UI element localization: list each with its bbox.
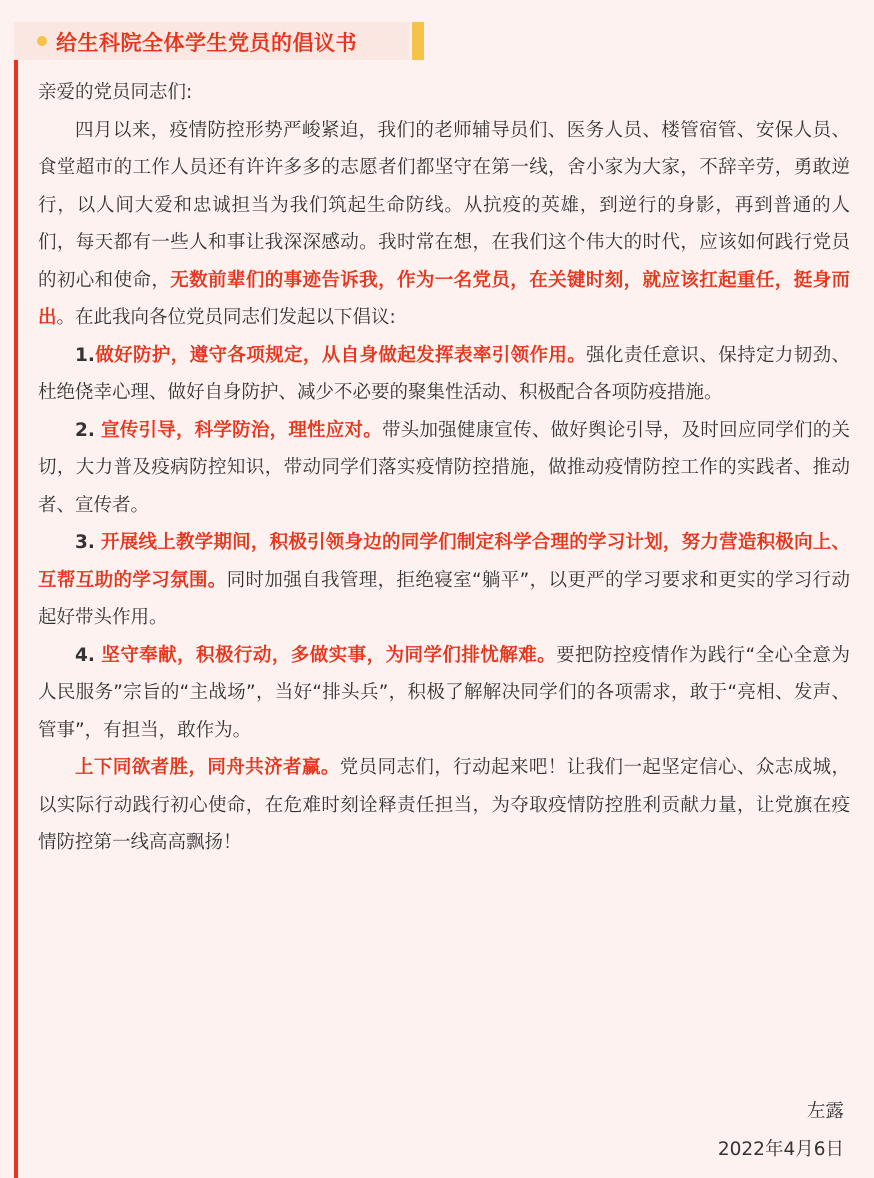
letter-body [38,74,850,862]
item-number: 1. [75,344,95,366]
intro-paragraph [38,112,850,337]
signature-date: 2022年4月6日 [717,1138,844,1160]
closing-text: 党员同志们，行动起来吧！让我们一起坚定信心、众志成城，以实际行动践行初心使命，在危难时刻诠释责任担当，为夺取疫情防控胜利贡献力量，让党旗在疫情防控第一线高高飘扬！ [38,757,850,853]
closing-paragraph [38,749,850,862]
item-number: 4. [75,644,95,666]
proposal-item-4 [38,637,850,750]
item-number: 2. [75,419,95,441]
salutation: 亲爱的党员同志们: [38,82,193,103]
item-highlight: 坚守奉献，积极行动，多做实事，为同学们排忧解难。 [101,644,557,666]
item-text: 要把防控疫情作为践行“全心全意为人民服务”宗旨的“主战场”，当好“排头兵”，积极了解解决同学们的各项需求，敢于“亮相、发声、管事”，有担当，敢作为。 [38,644,850,741]
item-text: 同时加强自我管理，拒绝寝室“躺平”，以更严的学习要求和更实的学习行动起好带头作用。 [38,569,850,628]
intro-tail: 。在此我向各位党员同志们发起以下倡议: [56,307,396,328]
bullet-dot-icon [37,36,47,46]
item-text: 带头加强健康宣传、做好舆论引导，及时回应同学们的关切，大力普及疫病防控知识，带动同学们落实疫情防控措施，做推动疫情防控工作的实践者、推动者、宣传者。 [38,419,850,516]
intro-highlight: 无数前辈们的事迹告诉我，作为一名党员，在关键时刻，就应该扛起重任，挺身而出 [38,269,850,328]
closing-highlight: 上下同欲者胜，同舟共济者赢。 [75,757,340,778]
signature-name: 左露 [806,1101,844,1122]
intro-text: 四月以来，疫情防控形势严峻紧迫，我们的老师辅导员们、医务人员、楼管宿管、安保人员、食堂超市的工作人员还有许许多多的志愿者们都坚守在第一线，舍小家为大家，不辞辛劳，勇敢逆行，以人间大爱和忠诚担当为我们筑起生命防线。从抗疫的英雄，到逆行的身影，再到普通的人们，每天都有一些人和事让我深深感动。我时常在想，在我们这个伟大的时代，应该如何践行党员的初心和使命， [38,119,850,291]
item-highlight: 宣传引导，科学防治，理性应对。 [101,419,382,441]
signature-block [718,1093,844,1168]
page-title: 给生科院全体学生党员的倡议书 [56,31,357,55]
proposal-item-2 [38,412,850,525]
item-highlight: 开展线上教学期间，积极引领身边的同学们制定科学合理的学习计划，努力营造积极向上、互帮互助的学习氛围。 [38,532,850,591]
item-number: 3. [75,532,95,553]
left-accent-bar [14,22,18,1178]
title-accent-block [412,22,424,60]
proposal-item-3 [38,524,850,637]
item-highlight: 做好防护，遵守各项规定，从自身做起发挥表率引领作用。 [94,344,587,366]
proposal-item-1 [38,337,850,412]
item-text: 强化责任意识、保持定力韧劲、杜绝侥幸心理、做好自身防护、减少不必要的聚集性活动、积极配合各项防疫措施。 [38,344,850,403]
